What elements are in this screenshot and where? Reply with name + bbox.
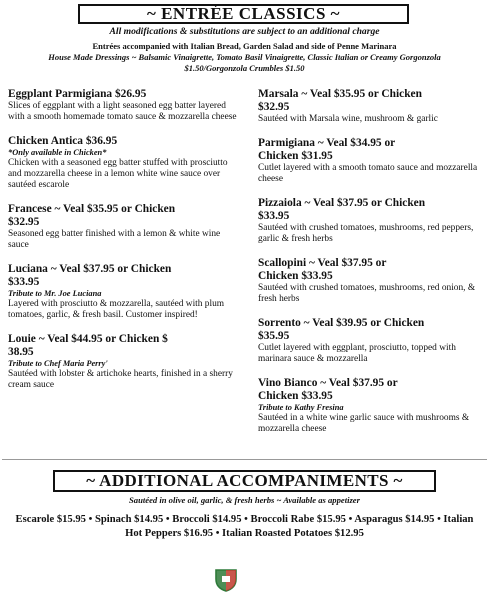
item-description: Seasoned egg batter finished with a lemon & white wine sauce bbox=[8, 229, 221, 250]
item-name: Francese ~ Veal $35.95 or Chicken $32.95 bbox=[8, 203, 176, 228]
menu-item bbox=[8, 203, 240, 251]
modifications-note: All modifications & substitutions are subject to an additional charge bbox=[109, 26, 380, 37]
entree-title: ~ ENTRÉE CLASSICS ~ bbox=[78, 4, 409, 24]
menu-item bbox=[8, 135, 240, 191]
item-description: Slices of eggplant with a light seasoned egg batter layered with a smooth homemade tomato sauce & mozzarella cheese bbox=[8, 101, 237, 122]
right-column bbox=[258, 88, 482, 447]
accompaniments-title: ~ ADDITIONAL ACCOMPANIMENTS ~ bbox=[53, 470, 436, 492]
item-description: Chicken with a seasoned egg batter stuffed with prosciutto and mozzarella cheese in a lemon white wine sauce over sautéed escarole bbox=[8, 158, 228, 190]
item-name: Parmigiana ~ Veal $34.95 or Chicken $31.95 bbox=[258, 137, 396, 162]
item-description: Cutlet layered with eggplant, prosciutto, topped with marinara sauce & mozzarella bbox=[258, 343, 456, 364]
item-name: Louie ~ Veal $44.95 or Chicken $ 38.95 bbox=[8, 333, 168, 358]
section-divider bbox=[2, 459, 487, 460]
item-description: Cutlet layered with a smooth tomato sauce and mozzarella cheese bbox=[258, 163, 478, 184]
item-description: Layered with prosciutto & mozzarella, sautéed with plum tomatoes, garlic, & fresh basil. Customer inspired! bbox=[8, 299, 225, 320]
item-name: Pizzaiola ~ Veal $37.95 or Chicken $33.95 bbox=[258, 197, 426, 222]
item-name: Chicken Antica $36.95 bbox=[8, 135, 118, 147]
accompaniments-note: Sautéed in olive oil, garlic, & fresh herbs ~ Available as appetizer bbox=[129, 495, 360, 505]
item-name: Marsala ~ Veal $35.95 or Chicken $32.95 bbox=[258, 88, 422, 113]
menu-item bbox=[8, 263, 240, 321]
menu-item bbox=[258, 377, 482, 435]
menu-item bbox=[258, 317, 482, 365]
item-description: Sautéed in a white wine garlic sauce with mushrooms & mozzarella cheese bbox=[258, 413, 470, 434]
item-description: Sautéed with Marsala wine, mushroom & garlic bbox=[258, 114, 438, 124]
menu-item bbox=[258, 197, 482, 245]
menu-item bbox=[8, 88, 240, 123]
item-name: Sorrento ~ Veal $39.95 or Chicken $35.95 bbox=[258, 317, 425, 342]
item-name: Vino Bianco ~ Veal $37.95 or Chicken $33.95 bbox=[258, 377, 398, 402]
item-tag: Tribute to Chef Maria Perry' bbox=[8, 359, 108, 368]
dressings-note: House Made Dressings ~ Balsamic Vinaigrette, Tomato Basil Vinaigrette, Classic Italian or Creamy Gorgonzola $1.50/Gorgonzola Crumbles $1.50 bbox=[48, 52, 441, 73]
item-tag: Tribute to Mr. Joe Luciana bbox=[8, 289, 102, 298]
item-description: Sautéed with crushed tomatoes, mushrooms, red onion, & fresh herbs bbox=[258, 283, 476, 304]
item-description: Sautéed with lobster & artichoke hearts, finished in a sherry cream sauce bbox=[8, 369, 233, 390]
menu-item bbox=[258, 257, 482, 305]
item-name: Luciana ~ Veal $37.95 or Chicken $33.95 bbox=[8, 263, 172, 288]
menu-item bbox=[258, 137, 482, 185]
item-description: Sautéed with crushed tomatoes, mushrooms, red peppers, garlic & fresh herbs bbox=[258, 223, 474, 244]
left-column bbox=[8, 88, 240, 403]
menu-item bbox=[258, 88, 482, 125]
item-tag: Tribute to Kathy Fresina bbox=[258, 403, 344, 412]
item-name: Eggplant Parmigiana $26.95 bbox=[8, 88, 147, 100]
accompaniments-list: Escarole $15.95 • Spinach $14.95 • Broccoli $14.95 • Broccoli Rabe $15.95 • Asparagus $14.95 • Italian Hot Peppers $16.95 • Italian Roasted Potatoes $12.95 bbox=[15, 514, 474, 539]
accompanied-note: Entrées accompanied with Italian Bread, Garden Salad and side of Penne Marinara bbox=[92, 41, 397, 51]
item-tag: *Only available in Chicken* bbox=[8, 148, 107, 157]
crest-icon bbox=[213, 567, 239, 593]
menu-item bbox=[8, 333, 240, 391]
item-name: Scallopini ~ Veal $37.95 or Chicken $33.95 bbox=[258, 257, 387, 282]
